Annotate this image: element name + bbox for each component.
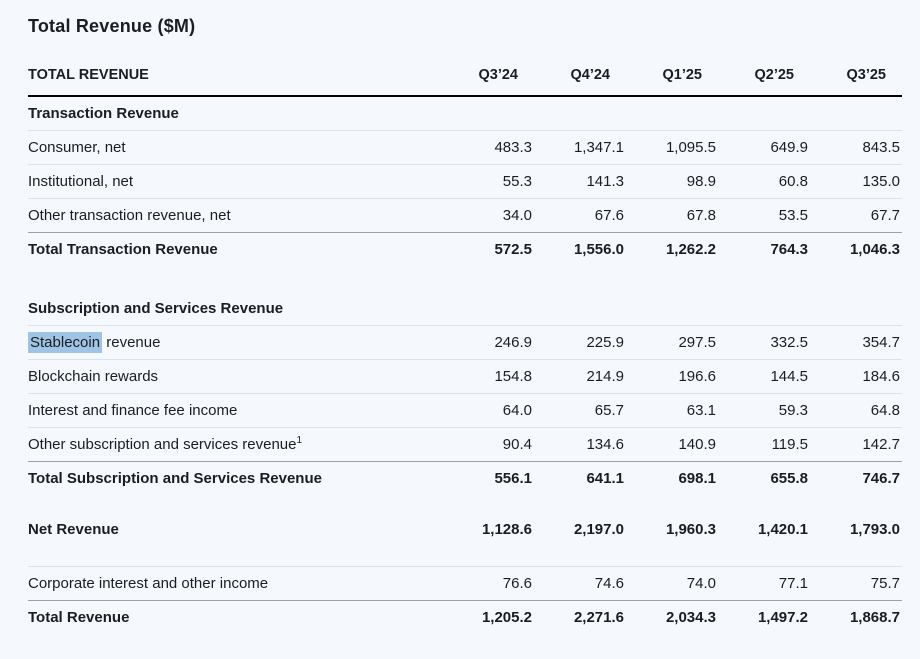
cell-value: 90.4 <box>442 428 534 462</box>
table-row-net-revenue <box>28 513 902 546</box>
cell-value: 1,868.7 <box>849 609 900 626</box>
cell-value: 67.8 <box>626 199 718 233</box>
cell-value: 225.9 <box>534 326 626 360</box>
cell-value: 64.0 <box>442 394 534 428</box>
cell-value: 1,205.2 <box>481 609 532 626</box>
cell-value: 55.3 <box>442 165 534 199</box>
section-heading-label: Subscription and Services Revenue <box>28 292 902 326</box>
cell-value: 764.3 <box>770 241 808 258</box>
cell-value: 141.3 <box>534 165 626 199</box>
column-header-q4-24: Q4’24 <box>534 61 626 96</box>
document-page <box>0 16 920 659</box>
cell-value: 1,497.2 <box>757 609 808 626</box>
table-row-total-transaction-revenue <box>28 233 902 267</box>
column-header-q2-25: Q2’25 <box>718 61 810 96</box>
cell-value: 1,128.6 <box>481 521 532 538</box>
cell-value: 74.6 <box>534 567 626 601</box>
section-heading-subscription-revenue <box>28 292 902 326</box>
cell-value: 1,262.2 <box>665 241 716 258</box>
cell-value: 53.5 <box>718 199 810 233</box>
table-row-consumer-net <box>28 131 902 165</box>
cell-value: 843.5 <box>810 131 902 165</box>
row-label <box>28 428 442 462</box>
cell-value: 75.7 <box>810 567 902 601</box>
cell-value: 2,197.0 <box>573 521 624 538</box>
row-label: Institutional, net <box>28 165 442 199</box>
cell-value: 1,420.1 <box>757 521 808 538</box>
cell-value: 746.7 <box>862 470 900 487</box>
table-header-row <box>28 61 902 96</box>
column-header-q3-24: Q3’24 <box>442 61 534 96</box>
column-header-q1-25: Q1’25 <box>626 61 718 96</box>
cell-value: 196.6 <box>626 360 718 394</box>
row-label-text: Other subscription and services revenue <box>28 436 297 453</box>
table-row-other-transaction-revenue <box>28 199 902 233</box>
cell-value: 698.1 <box>678 470 716 487</box>
cell-value: 649.9 <box>718 131 810 165</box>
cell-value: 119.5 <box>718 428 810 462</box>
cell-value: 34.0 <box>442 199 534 233</box>
section-gap <box>28 266 902 292</box>
cell-value: 655.8 <box>770 470 808 487</box>
highlighted-text: Stablecoin <box>30 334 101 351</box>
cell-value: 135.0 <box>810 165 902 199</box>
cell-value: 641.1 <box>586 470 624 487</box>
cell-value: 1,095.5 <box>626 131 718 165</box>
cell-value: 65.7 <box>534 394 626 428</box>
cell-value: 1,556.0 <box>573 241 624 258</box>
cell-value: 297.5 <box>626 326 718 360</box>
cell-value: 483.3 <box>442 131 534 165</box>
row-label: Blockchain rewards <box>28 360 442 394</box>
cell-value: 60.8 <box>718 165 810 199</box>
section-gap <box>28 546 902 567</box>
row-label: Total Transaction Revenue <box>28 241 218 258</box>
row-label: Other transaction revenue, net <box>28 199 442 233</box>
cell-value: 332.5 <box>718 326 810 360</box>
row-label <box>28 326 442 360</box>
cell-value: 2,271.6 <box>573 609 624 626</box>
cell-value: 1,960.3 <box>665 521 716 538</box>
cell-value: 556.1 <box>494 470 532 487</box>
row-label-rest: revenue <box>102 334 161 351</box>
cell-value: 1,347.1 <box>534 131 626 165</box>
column-header-q3-25: Q3’25 <box>810 61 902 96</box>
footnote-marker: 1 <box>296 435 303 446</box>
table-row-corporate-interest <box>28 567 902 601</box>
cell-value: 67.7 <box>810 199 902 233</box>
row-label: Total Subscription and Services Revenue <box>28 470 322 487</box>
cell-value: 67.6 <box>534 199 626 233</box>
cell-value: 63.1 <box>626 394 718 428</box>
table-row-total-revenue <box>28 601 902 635</box>
cell-value: 246.9 <box>442 326 534 360</box>
table-row-interest-finance-fee-income <box>28 394 902 428</box>
cell-value: 134.6 <box>534 428 626 462</box>
cell-value: 140.9 <box>626 428 718 462</box>
cell-value: 144.5 <box>718 360 810 394</box>
page-title: Total Revenue ($M) <box>28 16 196 36</box>
cell-value: 154.8 <box>442 360 534 394</box>
cell-value: 354.7 <box>810 326 902 360</box>
cell-value: 59.3 <box>718 394 810 428</box>
cell-value: 214.9 <box>534 360 626 394</box>
row-label: Net Revenue <box>28 521 119 538</box>
revenue-table <box>28 61 902 634</box>
section-heading-transaction-revenue <box>28 96 902 131</box>
table-row-stablecoin-revenue <box>28 326 902 360</box>
cell-value: 1,046.3 <box>849 241 900 258</box>
column-header-total-revenue: TOTAL REVENUE <box>28 61 442 96</box>
table-row-blockchain-rewards <box>28 360 902 394</box>
cell-value: 64.8 <box>810 394 902 428</box>
section-heading-label: Transaction Revenue <box>28 96 902 131</box>
row-label: Corporate interest and other income <box>28 567 442 601</box>
cell-value: 98.9 <box>626 165 718 199</box>
cell-value: 572.5 <box>494 241 532 258</box>
cell-value: 2,034.3 <box>665 609 716 626</box>
cell-value: 142.7 <box>810 428 902 462</box>
cell-value: 76.6 <box>442 567 534 601</box>
cell-value: 184.6 <box>810 360 902 394</box>
section-gap <box>28 495 902 513</box>
row-label: Interest and finance fee income <box>28 394 442 428</box>
row-label: Consumer, net <box>28 131 442 165</box>
table-row-institutional-net <box>28 165 902 199</box>
cell-value: 74.0 <box>626 567 718 601</box>
cell-value: 77.1 <box>718 567 810 601</box>
row-label: Total Revenue <box>28 609 130 626</box>
cell-value: 1,793.0 <box>849 521 900 538</box>
table-row-other-subscription-revenue <box>28 428 902 462</box>
table-row-total-subscription-revenue <box>28 462 902 496</box>
